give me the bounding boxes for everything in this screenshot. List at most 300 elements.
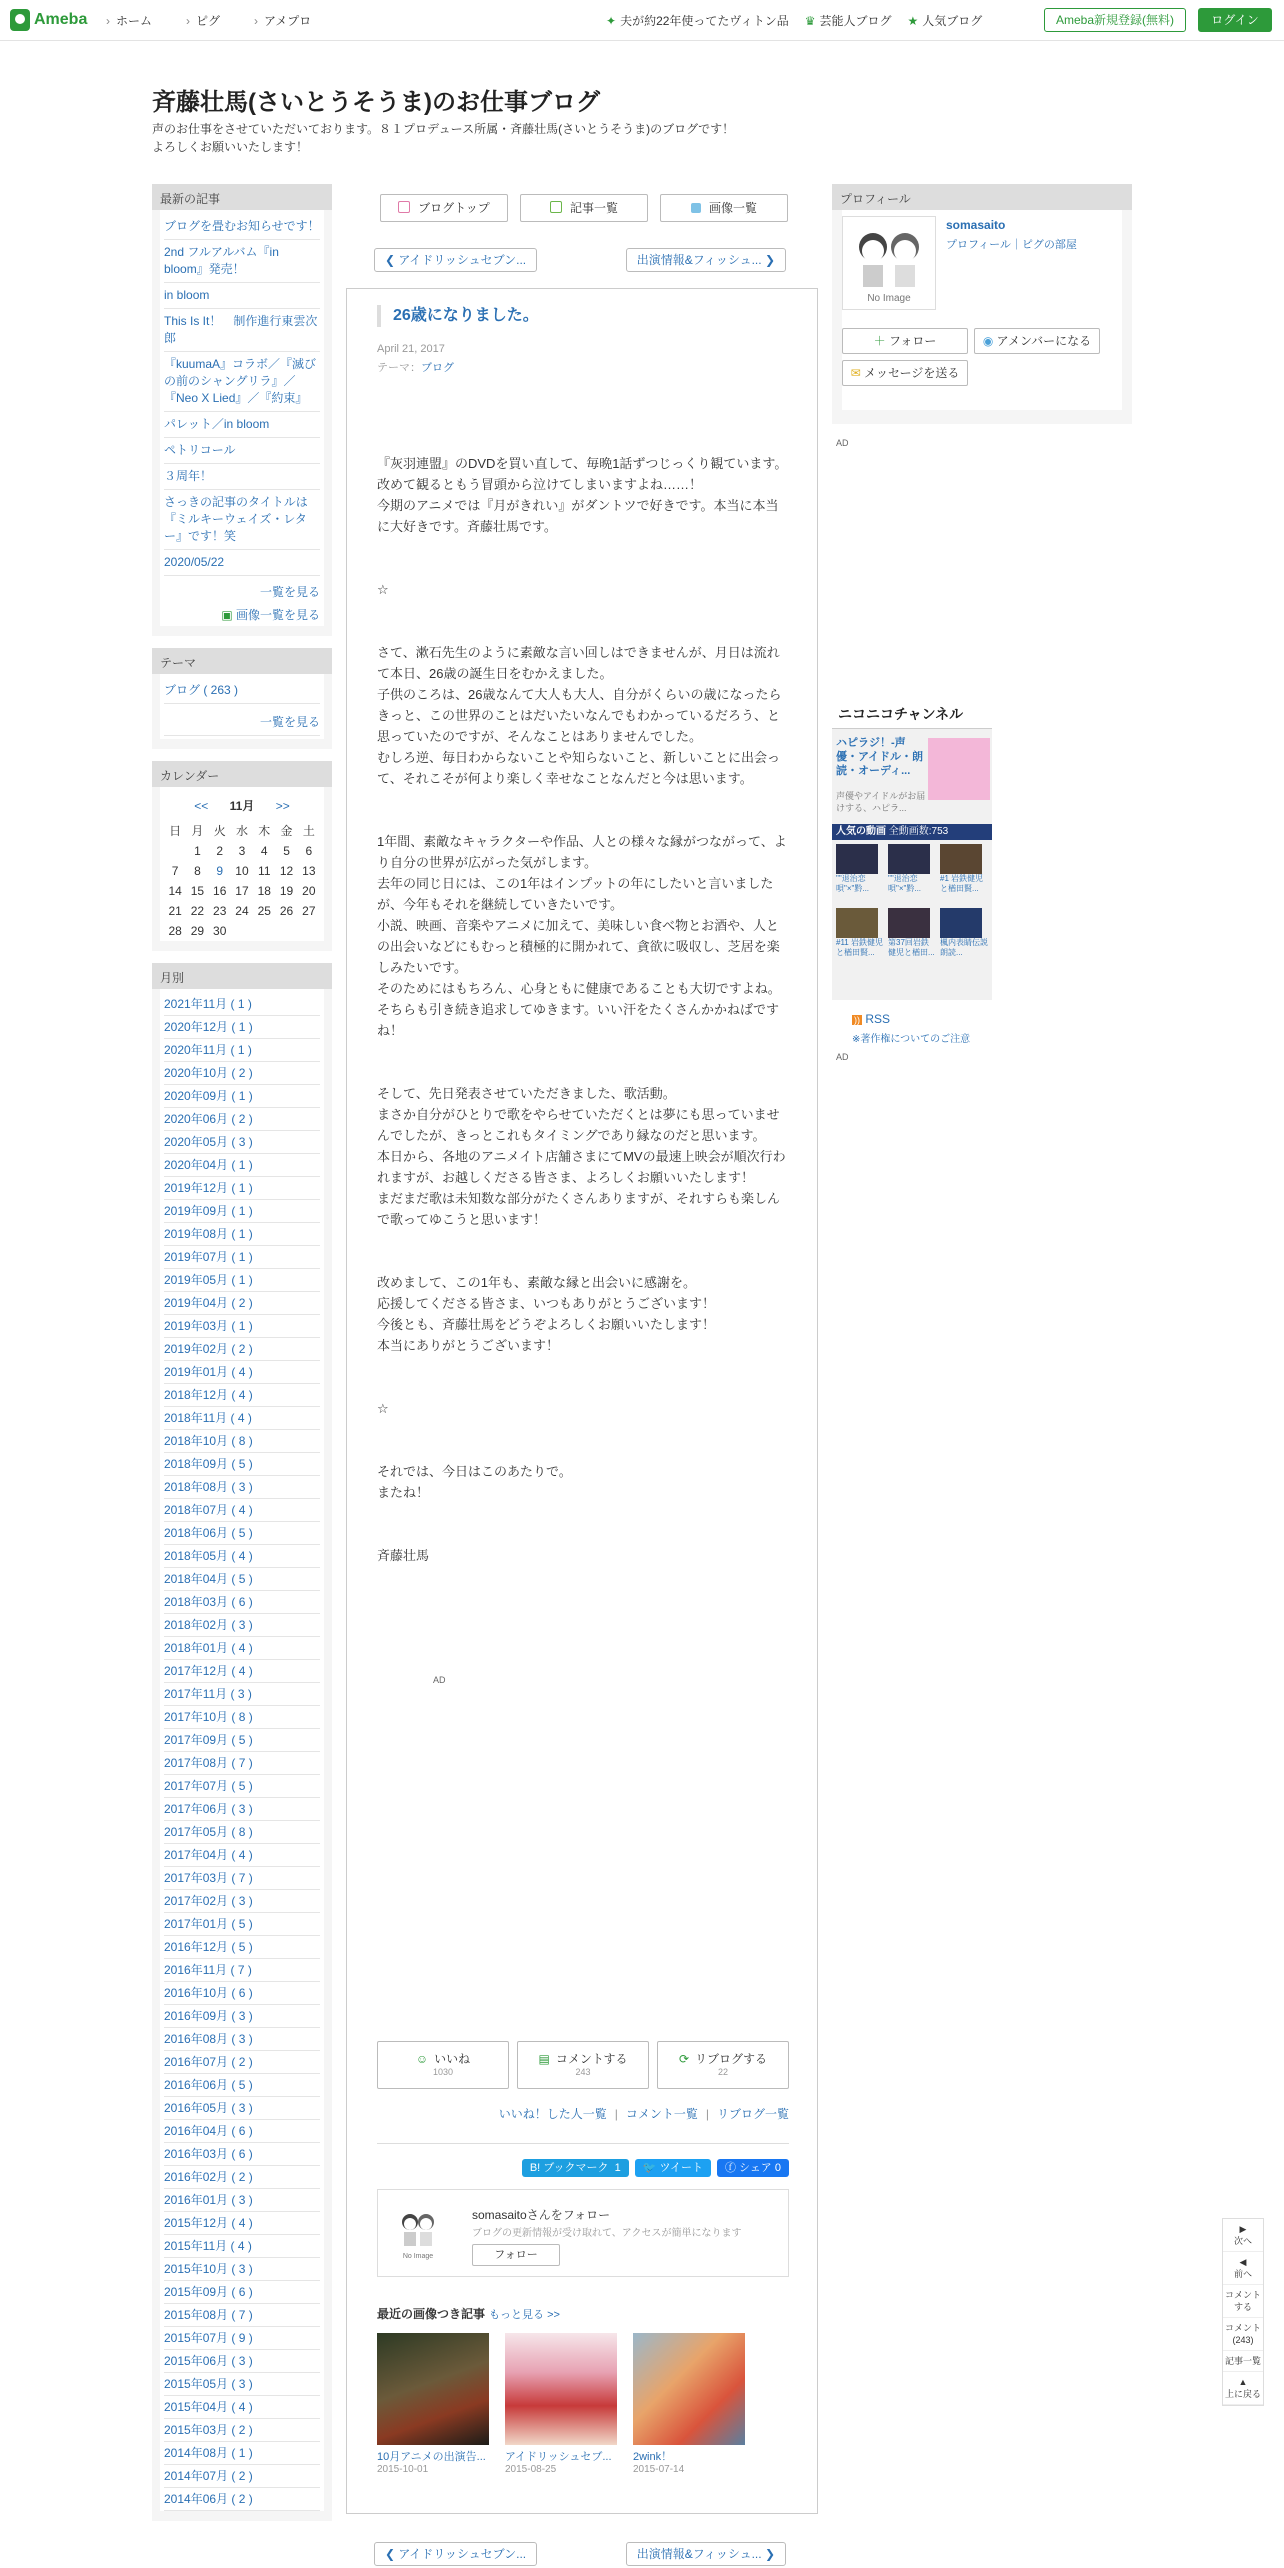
paragraph: それでは、今日はこのあたりで。 xyxy=(377,1464,572,1479)
image-entry-date: 2015-07-14 xyxy=(633,2464,685,2475)
recent-entries-heading: 最新の記事 xyxy=(152,184,332,210)
calendar-month: 11月 xyxy=(229,799,255,813)
paragraph: 応援してくださる皆さま、いつもありがとうございます！ xyxy=(377,1296,716,1311)
video-thumbnail[interactable] xyxy=(940,908,982,938)
send-message-button[interactable]: ✉ メッセージを送る xyxy=(842,360,968,386)
image-entry[interactable] xyxy=(633,2333,745,2475)
mail-icon: ✉ xyxy=(850,366,865,380)
image-entry-title[interactable]: 2wink！ xyxy=(633,2451,673,2463)
float-prev-button[interactable]: ◀ 前へ xyxy=(1223,2252,1263,2285)
archive-box xyxy=(152,963,332,2521)
video-thumbnail[interactable] xyxy=(888,908,930,938)
video-title[interactable]: 第37回岩鉄健児と楢田... xyxy=(888,938,935,957)
calendar-icon xyxy=(398,201,410,213)
reblog-icon: ⟳ xyxy=(678,2052,690,2066)
archive-month-link[interactable]: 2017年08月 ( 7 ) xyxy=(164,1752,320,1775)
archive-month-link[interactable]: 2018年07月 ( 4 ) xyxy=(164,1499,320,1522)
archive-month-link[interactable]: 2019年05月 ( 1 ) xyxy=(164,1269,320,1292)
profile-avatar[interactable] xyxy=(842,216,936,310)
archive-month-link[interactable]: 2018年05月 ( 4 ) xyxy=(164,1545,320,1568)
follow-profile-button[interactable]: ＋ フォロー xyxy=(842,328,968,354)
ameba-logo[interactable] xyxy=(10,8,87,32)
video-thumbnail[interactable] xyxy=(836,844,878,874)
archive-month-link[interactable]: 2017年03月 ( 7 ) xyxy=(164,1867,320,1890)
calendar-day: 6 xyxy=(305,844,313,858)
comment-icon: ▤ xyxy=(538,2052,550,2066)
calendar-day: 10 xyxy=(235,864,249,878)
calendar-day: 24 xyxy=(235,904,249,918)
calendar-day xyxy=(298,921,320,941)
calendar-day: 20 xyxy=(302,884,316,898)
paragraph: 改めまして、この1年も、素敵な縁と出会いに感謝を。 xyxy=(377,1275,696,1290)
calendar-weekday: 金 xyxy=(280,824,293,838)
featured-channel-desc: 声優やアイドルがお届けする、ハピラ... xyxy=(836,791,926,813)
recent-entries-footer xyxy=(160,576,324,626)
paragraph: 本日から、各地のアニメイト店舗さまにてMVの最速上映会が順次行われますが、お越しくださる皆さま、よろしくお願いいたします！ xyxy=(377,1149,786,1185)
archive-month-link[interactable]: 2018年02月 ( 3 ) xyxy=(164,1614,320,1637)
archive-month-link[interactable]: 2016年07月 ( 2 ) xyxy=(164,2051,320,2074)
paragraph: 子供のころは、26歳なんて大人も大人、自分がくらいの歳になったらきっと、この世界のことはだいたいなんでもわかっているだろう、と思っていたのですが、そんなことはありませんでした。 xyxy=(377,687,782,744)
calendar-day: 11 xyxy=(258,864,271,878)
calendar-day: 15 xyxy=(190,884,205,898)
calendar-day xyxy=(164,841,186,861)
theme-heading: テーマ xyxy=(152,648,332,674)
calendar-weekday: 日 xyxy=(169,824,182,838)
archive-month-link[interactable]: 2020年06月 ( 2 ) xyxy=(164,1108,320,1131)
archive-month-link[interactable]: 2017年07月 ( 5 ) xyxy=(164,1775,320,1798)
image-entry-date: 2015-08-25 xyxy=(505,2464,557,2475)
star-icon: ★ xyxy=(907,14,919,28)
paragraph: 本当にありがとうございます！ xyxy=(377,1338,560,1353)
entry-thumbnail[interactable] xyxy=(633,2333,745,2445)
left-sidebar xyxy=(152,184,332,2533)
recent-entry-link[interactable]: パレット／in bloom xyxy=(164,412,320,438)
calendar-day: 29 xyxy=(190,924,205,938)
archive-month-link[interactable]: 2015年07月 ( 9 ) xyxy=(164,2327,320,2350)
blog-description-line: よろしくお願いいたします！ xyxy=(152,140,309,154)
header-links xyxy=(606,12,982,29)
archive-month-link[interactable]: 2020年11月 ( 1 ) xyxy=(164,1039,320,1062)
tab-image-list[interactable]: 画像一覧 xyxy=(660,194,788,222)
smile-icon: ☺ xyxy=(415,2052,429,2066)
archive-month-link[interactable]: 2019年12月 ( 1 ) xyxy=(164,1177,320,1200)
paragraph: 『灰羽連盟』のDVDを買い直して、毎晩1話ずつじっくり観ています。改めて観るともう冒頭から泣けてしまいますよね……！ xyxy=(377,456,788,492)
calendar-day: 17 xyxy=(235,884,249,898)
archive-month-link[interactable]: 2016年05月 ( 3 ) xyxy=(164,2097,320,2120)
calendar-weekday: 水 xyxy=(235,824,248,838)
comment-count: 243 xyxy=(575,2067,591,2077)
profile-heading: プロフィール xyxy=(832,184,1132,210)
video-thumbnail[interactable] xyxy=(940,844,982,874)
sparkle-icon: ✦ xyxy=(606,14,617,28)
pager-top xyxy=(374,248,786,272)
niconico-widget xyxy=(832,700,992,1000)
image-list-link[interactable]: 画像一覧を見る xyxy=(235,608,320,622)
like-count: 1030 xyxy=(432,2067,454,2077)
blog-description-line: 声のお仕事をさせていただいております。８１プロデュース所属・斉藤壮馬(さいとうそうま)のブログです！ xyxy=(152,122,735,136)
follow-subtext: ブログの更新情報が受け取れて、アクセスが簡単になります xyxy=(472,2228,742,2239)
blog-description xyxy=(152,120,852,156)
video-item[interactable] xyxy=(940,908,988,968)
archive-month-link[interactable]: 2018年01月 ( 4 ) xyxy=(164,1637,320,1660)
amember-button[interactable]: ◉ アメンバーになる xyxy=(974,328,1100,354)
profile-name[interactable]: somasaito xyxy=(946,218,1006,232)
tab-blog-top[interactable]: ブログトップ xyxy=(380,194,508,222)
pager-bottom xyxy=(374,2542,786,2566)
theme-list xyxy=(160,674,324,739)
reblog-count: 22 xyxy=(717,2067,728,2077)
archive-list xyxy=(160,989,324,2511)
niconico-logo[interactable]: ニコニコチャンネル xyxy=(832,700,992,729)
blog-title[interactable]: 斉藤壮馬(さいとうそうま)のお仕事ブログ xyxy=(152,89,600,116)
article-date: April 21, 2017 xyxy=(377,343,445,355)
article xyxy=(346,288,818,2514)
calendar-day: 16 xyxy=(213,884,227,898)
featured-channel-thumbnail[interactable] xyxy=(928,738,990,800)
calendar-day: 13 xyxy=(302,864,316,878)
float-top-button[interactable]: ▲ 上に戻る xyxy=(1223,2372,1263,2405)
archive-month-link[interactable]: 2015年12月 ( 4 ) xyxy=(164,2212,320,2235)
triangle-right-icon: ▶ xyxy=(1239,2224,1247,2234)
recent-images-more-link[interactable]: もっと見る >> xyxy=(489,2309,560,2321)
calendar-heading: カレンダー xyxy=(152,761,332,787)
archive-month-link[interactable]: 2015年11月 ( 4 ) xyxy=(164,2235,320,2258)
camera-icon xyxy=(691,203,701,213)
featured-channel-title[interactable]: ハピラジ！-声優・アイドル・朗読・オーディ... xyxy=(836,737,924,777)
video-item[interactable] xyxy=(940,844,988,904)
paragraph: そのためにはもちろん、心身ともに健康であることも大切ですよね。そちらも引き続き追求してゆきます。いい汗をたくさんかかねばですね！ xyxy=(377,981,781,1038)
image-entry-title[interactable]: 10月アニメの出演告... xyxy=(377,2451,486,2463)
archive-month-link[interactable]: 2020年05月 ( 3 ) xyxy=(164,1131,320,1154)
theme-box xyxy=(152,648,332,749)
blog-tabs xyxy=(380,194,788,222)
twitter-icon: 🐦 xyxy=(642,2162,660,2174)
archive-month-link[interactable]: 2016年12月 ( 5 ) xyxy=(164,1936,320,1959)
ad-label: AD xyxy=(836,1052,849,1062)
recent-entries-list xyxy=(160,210,324,576)
archive-month-link[interactable]: 2018年06月 ( 5 ) xyxy=(164,1522,320,1545)
archive-month-link[interactable]: 2017年02月 ( 3 ) xyxy=(164,1890,320,1913)
recent-entry-link[interactable]: ブログを畳むお知らせです！ xyxy=(164,214,320,240)
right-sidebar xyxy=(832,184,1132,424)
archive-month-link[interactable]: 2015年06月 ( 3 ) xyxy=(164,2350,320,2373)
archive-month-link[interactable]: 2020年10月 ( 2 ) xyxy=(164,1062,320,1085)
paragraph: 今期のアニメでは『月がきれい』がダントツで好きです。本当に本当に大好きです。斉藤壮馬です。 xyxy=(377,498,779,534)
recent-entry-link[interactable]: さっきの記事のタイトルは『ミルキーウェイズ・レター』です！笑 xyxy=(164,490,320,550)
svg-text:No Image: No Image xyxy=(867,293,911,304)
calendar-day: 26 xyxy=(279,904,294,918)
video-title[interactable]: #1 岩鉄健児と楢田賢... xyxy=(940,874,984,893)
image-entry-date: 2015-10-01 xyxy=(377,2464,429,2475)
archive-month-link[interactable]: 2016年06月 ( 5 ) xyxy=(164,2074,320,2097)
archive-heading: 月別 xyxy=(152,963,332,989)
recent-more-link[interactable]: 一覧を見る xyxy=(259,585,320,599)
recent-entry-link[interactable]: in bloom xyxy=(164,283,320,309)
calendar xyxy=(160,787,324,941)
nav-home[interactable]: › ホーム xyxy=(106,12,152,29)
calendar-day: 25 xyxy=(257,904,271,918)
popular-videos-bar: 人気の動画 全動画数:753 xyxy=(832,824,992,840)
like-button[interactable]: ☺ いいね 1030 xyxy=(377,2041,509,2089)
prev-entry-link[interactable]: ❮ アイドリッシュセブン... xyxy=(374,248,537,272)
calendar-day xyxy=(275,921,297,941)
chevron-right-icon: ❯ xyxy=(761,253,775,267)
calendar-day: 19 xyxy=(279,884,294,898)
follow-name: somasaitoさんをフォロー xyxy=(472,2208,611,2222)
archive-month-link[interactable]: 2019年08月 ( 1 ) xyxy=(164,1223,320,1246)
archive-month-link[interactable]: 2019年07月 ( 1 ) xyxy=(164,1246,320,1269)
calendar-day: 1 xyxy=(194,844,201,858)
nav-amepro[interactable]: › アメプロ xyxy=(254,12,311,29)
archive-month-link[interactable]: 2015年04月 ( 4 ) xyxy=(164,2396,320,2419)
archive-month-link[interactable]: 2016年03月 ( 6 ) xyxy=(164,2143,320,2166)
documents-icon xyxy=(550,201,562,213)
tweet-button[interactable]: 🐦 ツイート xyxy=(635,2159,711,2177)
video-thumbnail[interactable] xyxy=(888,844,930,874)
calendar-day: 3 xyxy=(238,844,246,858)
archive-month-link[interactable]: 2015年09月 ( 6 ) xyxy=(164,2281,320,2304)
comment-list-link[interactable]: コメント一覧 xyxy=(625,2107,698,2121)
calendar-day xyxy=(231,921,253,941)
popular-blog-link[interactable]: ★ 人気ブログ xyxy=(907,14,983,28)
video-title[interactable]: 楓内表睛伝説 朗読... xyxy=(940,938,988,957)
video-item[interactable] xyxy=(836,844,884,904)
paragraph: さて、漱石先生のように素敵な言い回しはできませんが、月日は流れて本日、26歳の誕生日をむかえました。 xyxy=(377,645,780,681)
archive-month-link[interactable]: 2016年11月 ( 7 ) xyxy=(164,1959,320,1982)
calendar-day[interactable]: 9 xyxy=(216,864,224,878)
recent-entry-link[interactable]: ３周年！ xyxy=(164,464,320,490)
archive-month-link[interactable]: 2014年08月 ( 1 ) xyxy=(164,2442,320,2465)
recent-entry-link[interactable]: This Is It！ 制作進行東雲次郎 xyxy=(164,309,320,352)
nav-pigg[interactable]: › ピグ xyxy=(186,12,220,29)
paragraph: 小説、映画、音楽やアニメに加えて、美味しい食べ物とお酒や、人との出会いなどにもむっと積極的に開かれて、貪欲に吸収し、芝居を楽しみたいです。 xyxy=(377,918,780,975)
chevron-left-icon: ❮ xyxy=(385,2547,399,2561)
calendar-box xyxy=(152,761,332,951)
recent-entry-link[interactable]: 2nd フルアルバム『in bloom』発売！ xyxy=(164,240,320,283)
tab-entry-list[interactable]: 記事一覧 xyxy=(520,194,648,222)
video-item[interactable] xyxy=(836,908,884,968)
archive-month-link[interactable]: 2017年04月 ( 4 ) xyxy=(164,1844,320,1867)
float-entry-list-button[interactable]: 記事一覧 xyxy=(1223,2351,1263,2372)
popular-videos-grid xyxy=(836,844,988,968)
theme-more-link[interactable]: 一覧を見る xyxy=(164,710,320,736)
calendar-day: 2 xyxy=(216,844,224,858)
archive-month-link[interactable]: 2020年04月 ( 1 ) xyxy=(164,1154,320,1177)
image-entry[interactable] xyxy=(505,2333,617,2475)
login-button[interactable]: ログイン xyxy=(1198,8,1272,32)
archive-month-link[interactable]: 2017年05月 ( 8 ) xyxy=(164,1821,320,1844)
ad-label: AD xyxy=(433,1675,446,1685)
global-nav xyxy=(106,12,311,29)
calendar-day: 27 xyxy=(302,904,316,918)
archive-month-link[interactable]: 2017年01月 ( 5 ) xyxy=(164,1913,320,1936)
archive-month-link[interactable]: 2018年12月 ( 4 ) xyxy=(164,1384,320,1407)
archive-month-link[interactable]: 2018年11月 ( 4 ) xyxy=(164,1407,320,1430)
video-item[interactable] xyxy=(888,908,936,968)
video-item[interactable] xyxy=(888,844,936,904)
archive-month-link[interactable]: 2018年10月 ( 8 ) xyxy=(164,1430,320,1453)
paragraph: むしろ逆、毎日わからないことや知らないこと、新しいことに出会って、それこそが何より楽しく幸せなことなんだと今は思います。 xyxy=(377,750,781,786)
register-button[interactable]: Ameba新規登録(無料) xyxy=(1044,8,1186,32)
calendar-next[interactable]: >> xyxy=(275,799,290,813)
floating-nav xyxy=(1222,2218,1264,2406)
image-list-icon: ▣ xyxy=(221,608,236,622)
archive-month-link[interactable]: 2016年04月 ( 6 ) xyxy=(164,2120,320,2143)
archive-month-link[interactable]: 2016年02月 ( 2 ) xyxy=(164,2166,320,2189)
paragraph: まだまだ歌は未知数な部分がたくさんありますが、それすらも楽しんで歌ってゆこうと思います！ xyxy=(377,1191,781,1227)
archive-month-link[interactable]: 2016年10月 ( 6 ) xyxy=(164,1982,320,2005)
follow-button[interactable]: フォロー xyxy=(472,2244,560,2266)
amember-icon: ◉ xyxy=(982,334,997,348)
avatar-icon xyxy=(398,2208,438,2260)
archive-month-link[interactable]: 2017年12月 ( 4 ) xyxy=(164,1660,320,1683)
article-title[interactable]: 26歳になりました。 xyxy=(377,305,539,327)
article-actions xyxy=(377,2041,789,2089)
archive-month-link[interactable]: 2019年03月 ( 1 ) xyxy=(164,1315,320,1338)
archive-month-link[interactable]: 2018年08月 ( 3 ) xyxy=(164,1476,320,1499)
celebrity-blog-link[interactable]: ♛ 芸能人ブログ xyxy=(804,14,892,28)
calendar-day: 8 xyxy=(194,864,201,878)
follow-box xyxy=(377,2189,789,2277)
global-header xyxy=(0,0,1284,41)
calendar-day: 4 xyxy=(260,844,268,858)
next-entry-link[interactable]: 出演情報&フィッシュ... ❯ xyxy=(626,248,786,272)
image-entry-title[interactable]: アイドリッシュセブ... xyxy=(505,2451,612,2463)
video-title[interactable]: ""退治恋唄"×"黔... xyxy=(836,874,870,893)
calendar-day: 28 xyxy=(168,924,182,938)
video-thumbnail[interactable] xyxy=(836,908,878,938)
archive-month-link[interactable]: 2019年09月 ( 1 ) xyxy=(164,1200,320,1223)
recent-image-entries-heading: 最近の画像つき記事 もっと見る >> xyxy=(377,2307,560,2321)
calendar-day: 12 xyxy=(279,864,294,878)
paragraph: 今後とも、斉藤壮馬をどうぞよろしくお願いいたします！ xyxy=(377,1317,716,1332)
float-next-button[interactable]: ▶ 次へ xyxy=(1223,2219,1263,2252)
archive-month-link[interactable]: 2015年03月 ( 2 ) xyxy=(164,2419,320,2442)
triangle-left-icon: ◀ xyxy=(1239,2257,1247,2267)
archive-month-link[interactable]: 2014年07月 ( 2 ) xyxy=(164,2465,320,2488)
calendar-day xyxy=(253,921,275,941)
calendar-weekday: 木 xyxy=(258,824,271,838)
copyright-notice-link[interactable]: ※著作権についてのご注意 xyxy=(852,1034,971,1045)
archive-month-link[interactable]: 2017年10月 ( 8 ) xyxy=(164,1706,320,1729)
paragraph: ☆ xyxy=(377,582,389,597)
hatena-bookmark-button[interactable]: B! ブックマーク 1 xyxy=(522,2159,629,2177)
facebook-icon: ⓕ xyxy=(724,2162,740,2174)
recent-image-entries xyxy=(377,2333,745,2475)
archive-month-link[interactable]: 2016年08月 ( 3 ) xyxy=(164,2028,320,2051)
calendar-day: 21 xyxy=(168,904,182,918)
recent-entry-link[interactable]: 『kuumaA』コラボ／『滅びの前のシャングリラ』／『Neo X Lied』／『約束』 xyxy=(164,352,320,412)
archive-month-link[interactable]: 2017年09月 ( 5 ) xyxy=(164,1729,320,1752)
paragraph: 1年間、素敵なキャラクターや作品、人との様々な縁がつながって、より自分の世界が広がった気がします。 xyxy=(377,834,787,870)
calendar-day: 14 xyxy=(168,884,182,898)
rss-icon: )) xyxy=(854,1015,860,1025)
video-title[interactable]: ""退治恋唄"×"黔... xyxy=(888,874,922,893)
archive-month-link[interactable]: 2020年09月 ( 1 ) xyxy=(164,1085,320,1108)
ameba-logo-text: Ameba xyxy=(34,11,88,28)
calendar-weekday: 火 xyxy=(213,824,226,838)
comment-button[interactable]: ▤ コメントする 243 xyxy=(517,2041,649,2089)
calendar-weekday: 土 xyxy=(302,824,315,838)
paragraph: そして、先日発表させていただきました、歌活動。 xyxy=(377,1086,676,1101)
chevron-right-icon: ❯ xyxy=(761,2547,775,2561)
float-comment-button[interactable]: コメントする xyxy=(1223,2285,1263,2318)
archive-month-link[interactable]: 2021年11月 ( 1 ) xyxy=(164,993,320,1016)
plus-icon: ＋ xyxy=(873,334,889,348)
paragraph: またね！ xyxy=(377,1485,430,1500)
calendar-weekday: 月 xyxy=(191,824,204,838)
rss-link[interactable]: )) RSS xyxy=(854,1012,891,1026)
archive-month-link[interactable]: 2015年08月 ( 7 ) xyxy=(164,2304,320,2327)
profile-box xyxy=(832,184,1132,424)
image-entry[interactable] xyxy=(377,2333,489,2475)
calendar-day: 18 xyxy=(257,884,271,898)
archive-month-link[interactable]: 2015年05月 ( 3 ) xyxy=(164,2373,320,2396)
entry-thumbnail[interactable] xyxy=(377,2333,489,2445)
archive-month-link[interactable]: 2018年09月 ( 5 ) xyxy=(164,1453,320,1476)
article-signature: 斉藤壮馬 xyxy=(377,1548,430,1563)
chevron-left-icon: ❮ xyxy=(385,253,399,267)
archive-month-link[interactable]: 2017年11月 ( 3 ) xyxy=(164,1683,320,1706)
paragraph: 去年の同じ日には、この1年はインプットの年にしたいと言いましたが、今年もそれを継続していきたいです。 xyxy=(377,876,774,912)
recent-entry-link[interactable]: ペトリコール xyxy=(164,438,320,464)
share-buttons xyxy=(377,2143,789,2177)
calendar-day: 7 xyxy=(171,864,179,878)
promo-link[interactable]: ✦ 夫が約22年使ってたヴィトン品 xyxy=(606,14,789,28)
archive-month-link[interactable]: 2018年04月 ( 5 ) xyxy=(164,1568,320,1591)
archive-month-link[interactable]: 2016年09月 ( 3 ) xyxy=(164,2005,320,2028)
reblog-button[interactable]: ⟳ リブログする 22 xyxy=(657,2041,789,2089)
paragraph: ☆ xyxy=(377,1401,389,1416)
article-theme: テーマ：ブログ xyxy=(377,362,454,374)
archive-month-link[interactable]: 2016年01月 ( 3 ) xyxy=(164,2189,320,2212)
next-entry-link[interactable]: 出演情報&フィッシュ... ❯ xyxy=(626,2542,786,2566)
archive-month-link[interactable]: 2018年03月 ( 6 ) xyxy=(164,1591,320,1614)
entry-thumbnail[interactable] xyxy=(505,2333,617,2445)
liked-users-link[interactable]: いいね！した人一覧 xyxy=(498,2107,607,2121)
archive-month-link[interactable]: 2014年06月 ( 2 ) xyxy=(164,2488,320,2511)
recent-entries-box xyxy=(152,184,332,636)
triangle-up-icon: ▲ xyxy=(1238,2377,1248,2387)
calendar-prev[interactable]: << xyxy=(194,799,209,813)
prev-entry-link[interactable]: ❮ アイドリッシュセブン... xyxy=(374,2542,537,2566)
reblog-list-link[interactable]: リブログ一覧 xyxy=(716,2107,789,2121)
recent-entry-link[interactable]: 2020/05/22 xyxy=(164,550,320,576)
article-theme-link[interactable]: ブログ xyxy=(421,362,454,374)
calendar-day: 23 xyxy=(213,904,227,918)
archive-month-link[interactable]: 2017年06月 ( 3 ) xyxy=(164,1798,320,1821)
article-body xyxy=(377,453,789,1691)
archive-month-link[interactable]: 2019年02月 ( 2 ) xyxy=(164,1338,320,1361)
profile-links[interactable]: プロフィール｜ピグの部屋 xyxy=(946,239,1077,251)
archive-month-link[interactable]: 2015年10月 ( 3 ) xyxy=(164,2258,320,2281)
archive-month-link[interactable]: 2020年12月 ( 1 ) xyxy=(164,1016,320,1039)
calendar-day: 5 xyxy=(283,844,290,858)
video-title[interactable]: #11 岩鉄健児と楢田賢... xyxy=(836,938,883,957)
float-comments-count[interactable]: コメント(243) xyxy=(1223,2318,1263,2351)
svg-text:No Image: No Image xyxy=(402,2253,434,2260)
facebook-share-button[interactable]: ⓕ シェア 0 xyxy=(717,2159,789,2177)
calendar-table xyxy=(164,820,320,941)
paragraph: まさか自分がひとりで歌をやらせていただくとは夢にも思っていませんでしたが、きっとこれもタイミングであり縁なのだと思います。 xyxy=(377,1107,780,1143)
reaction-links: いいね！した人一覧 | コメント一覧 | リブログ一覧 xyxy=(498,2107,789,2121)
calendar-day: 30 xyxy=(213,924,227,938)
crown-icon: ♛ xyxy=(804,14,816,28)
archive-month-link[interactable]: 2019年01月 ( 4 ) xyxy=(164,1361,320,1384)
theme-item[interactable]: ブログ ( 263 ) xyxy=(164,678,320,704)
archive-month-link[interactable]: 2019年04月 ( 2 ) xyxy=(164,1292,320,1315)
ameba-logo-icon xyxy=(10,9,30,31)
